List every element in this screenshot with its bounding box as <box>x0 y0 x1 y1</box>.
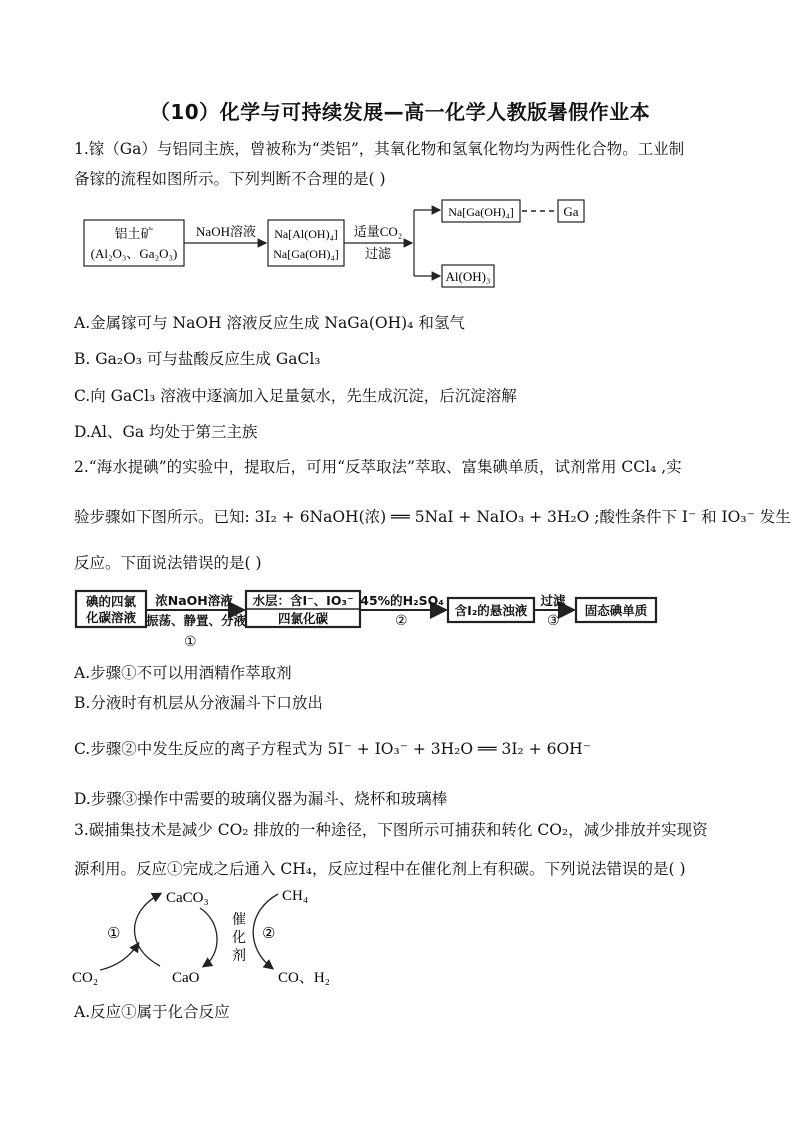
q1-stem-line1: 1.镓（Ga）与铝同主族，曾被称为“类铝”，其氧化物和氢氧化物均为两性化合物。工业制 <box>74 140 685 158</box>
q3-option-a: A.反应①属于化合反应 <box>74 1003 230 1021</box>
q1-flow-diagram <box>0 190 800 295</box>
q3-label-co2: CO₂ <box>72 970 99 986</box>
q3-arrow-co2-in <box>100 944 138 970</box>
q2-stem-line2: 验步骤如下图所示。已知: 3I₂ + 6NaOH(浓) ══ 5NaI + NaIO₃ + 3H₂O ;酸性条件下 I⁻ 和 IO₃⁻ 发生 <box>74 508 791 526</box>
q1-arrow-co2-label: 适量CO₂ <box>353 224 403 239</box>
q2-option-b: B.分液时有机层从分液漏斗下口放出 <box>74 694 323 712</box>
q2-option-c: C.步骤②中发生反应的离子方程式为 5I⁻ + IO₃⁻ + 3H₂O ══ 3I₂ + 6OH⁻ <box>74 740 591 758</box>
q3-stem-line2: 源利用。反应①完成之后通入 CH₄，反应过程中在催化剂上有积碳。下列说法错误的是( ) <box>74 860 686 878</box>
q3-label-catalyst-2: 化 <box>232 931 246 946</box>
q2-arrow-step3-top: 过滤 <box>540 593 566 608</box>
q2-stem-line3: 反应。下面说法错误的是( ) <box>74 554 262 572</box>
q2-stem-line1: 2.“海水提碘”的实验中，提取后，可用“反萃取法”萃取、富集碘单质，试剂常用 CCl₄ ,实 <box>74 458 682 476</box>
q3-label-num1: ① <box>107 926 121 942</box>
q1-arrow-naoh-label: NaOH溶液 <box>196 224 256 239</box>
q3-label-caco3: CaCO₃ <box>166 890 209 906</box>
q1-box-ga-text: Ga <box>563 204 579 219</box>
page-title: （10）化学与可持续发展—高一化学人教版暑假作业本 <box>149 100 651 124</box>
q3-label-num2: ② <box>262 926 276 942</box>
q1-option-d: D.Al、Ga 均处于第三主族 <box>74 423 258 441</box>
q1-box-bauxite-line1: 铝土矿 <box>114 226 154 241</box>
q3-cycle-diagram <box>0 878 800 993</box>
q1-option-c: C.向 GaCl₃ 溶液中逐滴加入足量氨水，先生成沉淀，后沉淀溶解 <box>74 387 517 405</box>
q2-step2-number: ② <box>395 613 408 629</box>
q1-arrow-filter-label: 过滤 <box>364 246 392 261</box>
q2-arrow-step2-top: 45%的H₂SO₄ <box>360 593 444 608</box>
q1-box-bauxite-line2: (Al₂O₃、Ga₂O₃) <box>90 246 178 261</box>
q3-stem-line1: 3.碳捕集技术是减少 CO₂ 排放的一种途径，下图所示可捕获和转化 CO₂，减少排放并实现资 <box>74 821 708 839</box>
q2-option-d: D.步骤③操作中需要的玻璃仪器为漏斗、烧杯和玻璃棒 <box>74 790 448 808</box>
q2-step3-number: ③ <box>547 613 560 629</box>
q2-step1-number: ① <box>184 634 197 650</box>
q3-arc-caco3-to-cao <box>200 908 217 966</box>
q2-box-iodine-ccl4-line1: 碘的四氯 <box>85 594 137 609</box>
q1-option-b: B. Ga₂O₃ 可与盐酸反应生成 GaCl₃ <box>74 350 321 368</box>
q3-label-products: CO、H₂ <box>278 970 330 986</box>
q1-box-aluminate-line2: Na[Ga(OH)₄] <box>273 247 339 261</box>
q3-label-catalyst-3: 剂 <box>232 949 246 964</box>
q2-arrow-step1-top: 浓NaOH溶液 <box>155 593 233 608</box>
q3-arc-cao-to-caco3 <box>135 894 161 966</box>
q3-label-cao: CaO <box>172 970 200 986</box>
q1-box-aloh3-text: Al(OH)₃ <box>445 269 491 284</box>
q2-option-a: A.步骤①不可以用酒精作萃取剂 <box>74 664 292 682</box>
q1-stem-line2: 备镓的流程如图所示。下列判断不合理的是( ) <box>74 170 386 188</box>
q2-box-layers-bottom: 四氯化碳 <box>277 611 329 626</box>
q1-option-a: A.金属镓可与 NaOH 溶液反应生成 NaGa(OH)₄ 和氢气 <box>74 314 465 332</box>
q2-box-iodine-ccl4-line2: 化碳溶液 <box>85 610 137 625</box>
q2-arrow-step1-bottom: 振荡、静置、分液 <box>145 613 247 628</box>
q2-box-suspension-text: 含I₂的悬浊液 <box>454 603 528 618</box>
q3-label-ch4: CH₄ <box>282 888 309 904</box>
q2-box-layers-top: 水层：含I⁻、IO₃⁻ <box>252 593 354 608</box>
q1-box-gallate-text: Na[Ga(OH)₄] <box>448 205 514 219</box>
q1-box-aluminate-line1: Na[Al(OH)₄] <box>274 227 338 241</box>
q3-label-catalyst-1: 催 <box>232 913 246 928</box>
q2-box-solid-iodine-text: 固态碘单质 <box>584 603 648 618</box>
